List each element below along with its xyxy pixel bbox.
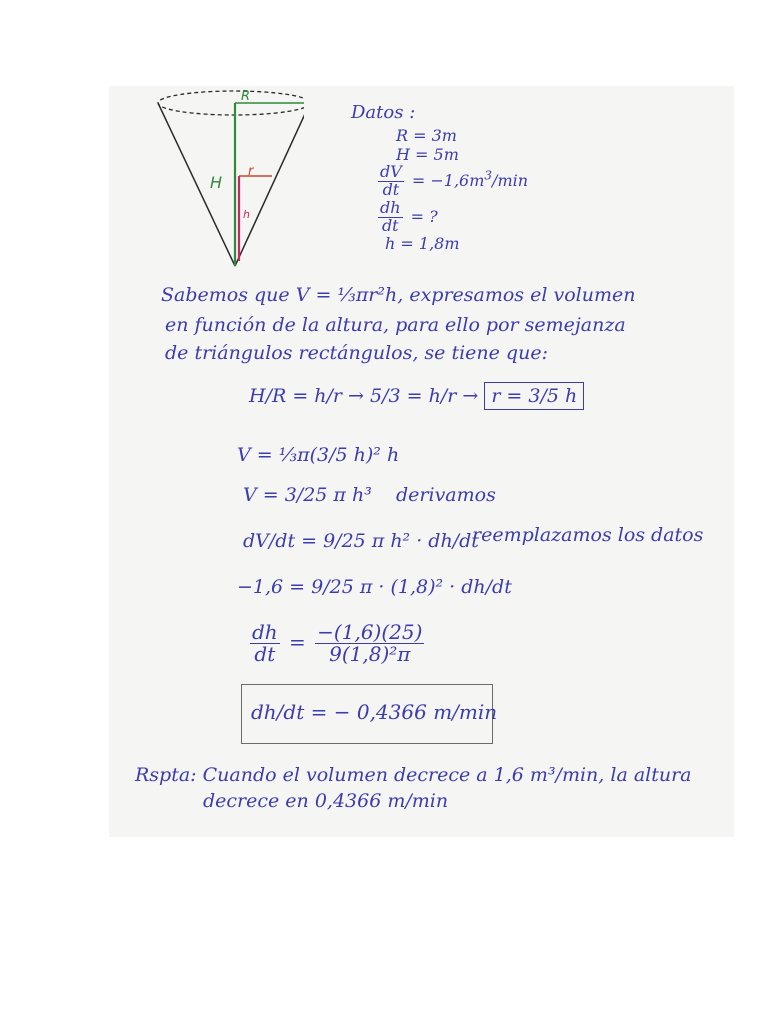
cone-diagram	[144, 86, 304, 276]
ratio-expression: H/R = h/r → 5/3 = h/r →	[249, 385, 479, 407]
dh-solve: $\frac{dh}{dt}$ = $\frac{-(1,6)(25)}{\text{9(1,8)²π}}$	[252, 620, 423, 666]
ratio-result-box: r = 3/5 h	[484, 382, 584, 410]
height-label: H	[210, 173, 223, 192]
dh-solve-num: −(1,6)(25)	[317, 620, 423, 644]
text-line-3: de triángulos rectángulos, se tiene que:	[165, 342, 548, 364]
datos-R: R = 3m	[396, 126, 457, 145]
cone-left-edge	[158, 103, 235, 266]
small-radius-label: r	[248, 164, 254, 179]
volume-formula: V = ⅓πr²h	[295, 284, 398, 306]
derivamos-note: derivamos	[396, 484, 496, 506]
dVdt-num: dV	[380, 162, 402, 181]
rspta-text-1: Cuando el volumen decrece a 1,6 m³/min, la altura	[202, 764, 692, 786]
dv-derivative: dV/dt = 9/25 π h² · dh/dt	[243, 530, 479, 552]
data-substitution: −1,6 = 9/25 π · (1,8)² · dh/dt	[237, 576, 512, 598]
radius-label: R	[241, 89, 251, 104]
text-line-1-b: , expresamos el volumen	[397, 284, 636, 306]
reemplazamos-note: reemplazamos los datos	[472, 524, 704, 546]
small-height-label: h	[243, 208, 250, 221]
dVdt-unit-tail: /min	[492, 170, 529, 190]
dVdt-den: dt	[382, 179, 400, 199]
handwritten-page	[109, 86, 734, 837]
datos-H: H = 5m	[396, 145, 459, 164]
ratio-step	[249, 382, 584, 410]
final-answer: dh/dt = − 0,4366 m/min	[251, 700, 498, 724]
datos-title: Datos :	[351, 102, 416, 123]
rspta-label: Rspta:	[135, 764, 197, 786]
dVdt-value: = −1,6	[411, 170, 470, 190]
cone-right-edge	[235, 103, 304, 266]
dh-solve-den: 9(1,8)²π	[329, 642, 411, 666]
datos-dVdt	[375, 164, 528, 199]
dhdt-den: dt	[381, 215, 399, 235]
dhdt-num: dh	[380, 198, 401, 217]
text-line-2: en función de la altura, para ello por semejanza	[165, 314, 626, 336]
text-line-1	[161, 284, 635, 306]
v-simplified: V = 3/25 π h³	[243, 484, 372, 506]
rspta-line-2: decrece en 0,4366 m/min	[203, 790, 449, 812]
v-substitution: V = ⅓π(3/5 h)² h	[237, 444, 400, 466]
datos-h: h = 1,8m	[385, 234, 460, 253]
rspta-line-1	[135, 764, 692, 786]
dhdt-value: = ?	[410, 206, 438, 226]
datos-dhdt	[375, 200, 438, 235]
dVdt-unit-m: m	[469, 170, 485, 190]
dVdt-unit-exp: 3	[484, 168, 493, 183]
text-line-1-a: Sabemos que	[161, 284, 290, 306]
